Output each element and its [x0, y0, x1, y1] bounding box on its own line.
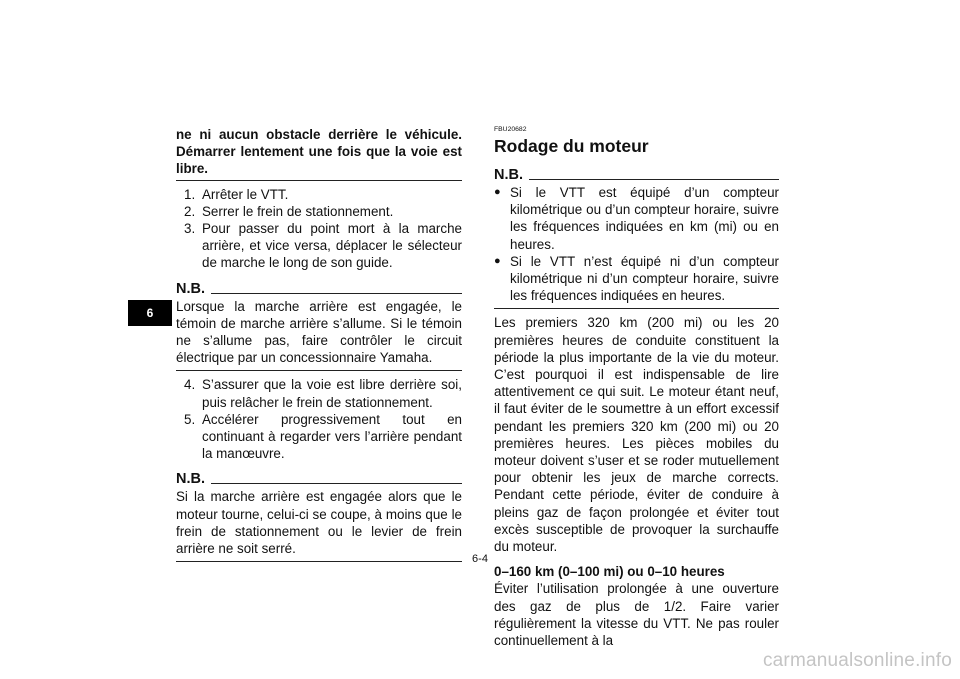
- right-column: [494, 126, 779, 649]
- sub-body-text: Éviter l’utilisation prolongée à une ouverture des gaz de plus de 1/2. Faire varier régulièrement la vitesse du VTT. Ne pas rouler continuellement à la: [494, 581, 779, 649]
- list-item: [184, 411, 462, 463]
- nb-rule: [529, 179, 779, 180]
- bullet-list: [494, 184, 779, 304]
- step-text: Pour passer du point mort à la marche arrière, et vice versa, déplacer le sélecteur de marche le long de son guide.: [202, 221, 462, 271]
- bullet-icon: ●: [494, 254, 501, 267]
- nb-label: N.B.: [176, 280, 205, 297]
- nb-rule: [211, 293, 462, 294]
- left-column: [176, 126, 462, 562]
- nb-end-rule: [176, 561, 462, 562]
- step-number: 5.: [184, 411, 196, 427]
- section-code: FBU20682: [494, 126, 527, 133]
- step-text: Accélérer progressivement tout en continuant à regarder vers l’arrière pendant la manœuvre.: [202, 411, 462, 462]
- nb-heading: [176, 470, 462, 488]
- rule-divider: [176, 180, 462, 181]
- list-item: [184, 220, 462, 272]
- nb-label: N.B.: [176, 471, 205, 488]
- nb-text: Si la marche arrière est engagée alors que le moteur tourne, celui-ci se coupe, à moins que le frein de stationnement ou le levier de frein arrière ne soit serré.: [176, 489, 462, 557]
- bullet-text: Si le VTT est équipé d’un compteur kilométrique ou d’un compteur horaire, suivre les fréquences indiquées en km (mi) ou en heures.: [510, 185, 779, 252]
- step-text: Arrêter le VTT.: [202, 186, 289, 202]
- bullet-icon: ●: [494, 186, 501, 198]
- nb-text: Lorsque la marche arrière est engagée, le témoin de marche arrière s’allume. Si le témoin ne s’allume pas, faire contrôler le circuit électrique par un concessionnaire Yamaha.: [176, 298, 462, 366]
- page-number: 6-4: [472, 553, 488, 565]
- list-item: [184, 203, 462, 220]
- lead-text: ne ni aucun obstacle derrière le véhicule. Démarrer lentement une fois que la voie est libre.: [176, 127, 462, 177]
- nb-heading: [494, 166, 779, 184]
- list-item: [184, 186, 462, 203]
- body-text: Les premiers 320 km (200 mi) ou les 20 premières heures de conduite constituent la période la plus importante de la vie du moteur. C’est pourquoi il est indispensable de lire attentivement ce qui suit. Le moteur étant neuf, il faut éviter de le soumettre à un effort excessif pendant les premiers 320 km (200 mi) ou 20 premières heures. Les pièces mobiles du moteur doivent s’user et se roder mutuellement pour obtenir les jeux de marche corrects. Pendant cette période, éviter de conduire à pleins gaz de façon prolongée et éviter tout excès susceptible de provoquer la surchauffe du moteur.: [494, 315, 779, 555]
- step-number: 2.: [184, 203, 196, 219]
- steps-list-b: [176, 376, 462, 462]
- list-item: [494, 184, 779, 253]
- nb-label: N.B.: [494, 167, 523, 183]
- chapter-tab: 6: [128, 300, 172, 326]
- nb-heading: [176, 280, 462, 298]
- steps-list-a: [176, 186, 462, 272]
- step-number: 4.: [184, 377, 196, 393]
- list-item: [494, 253, 779, 305]
- bullet-text: Si le VTT n’est équipé ni d’un compteur kilométrique ni d’un compteur horaire, suivre les fréquences indiquées en heures.: [510, 253, 779, 304]
- step-number: 3.: [184, 221, 196, 237]
- list-item: [184, 376, 462, 410]
- section-title: Rodage du moteur: [494, 136, 649, 156]
- nb-end-rule: [494, 308, 779, 309]
- nb-end-rule: [176, 370, 462, 371]
- step-text: S’assurer que la voie est libre derrière soi, puis relâcher le frein de stationnement.: [202, 377, 462, 410]
- step-text: Serrer le frein de stationnement.: [202, 203, 394, 219]
- step-number: 1.: [184, 186, 196, 202]
- subheading: 0–160 km (0–100 mi) ou 0–10 heures: [494, 564, 725, 580]
- watermark: carmanualsonline.info: [762, 650, 952, 671]
- nb-rule: [211, 483, 462, 484]
